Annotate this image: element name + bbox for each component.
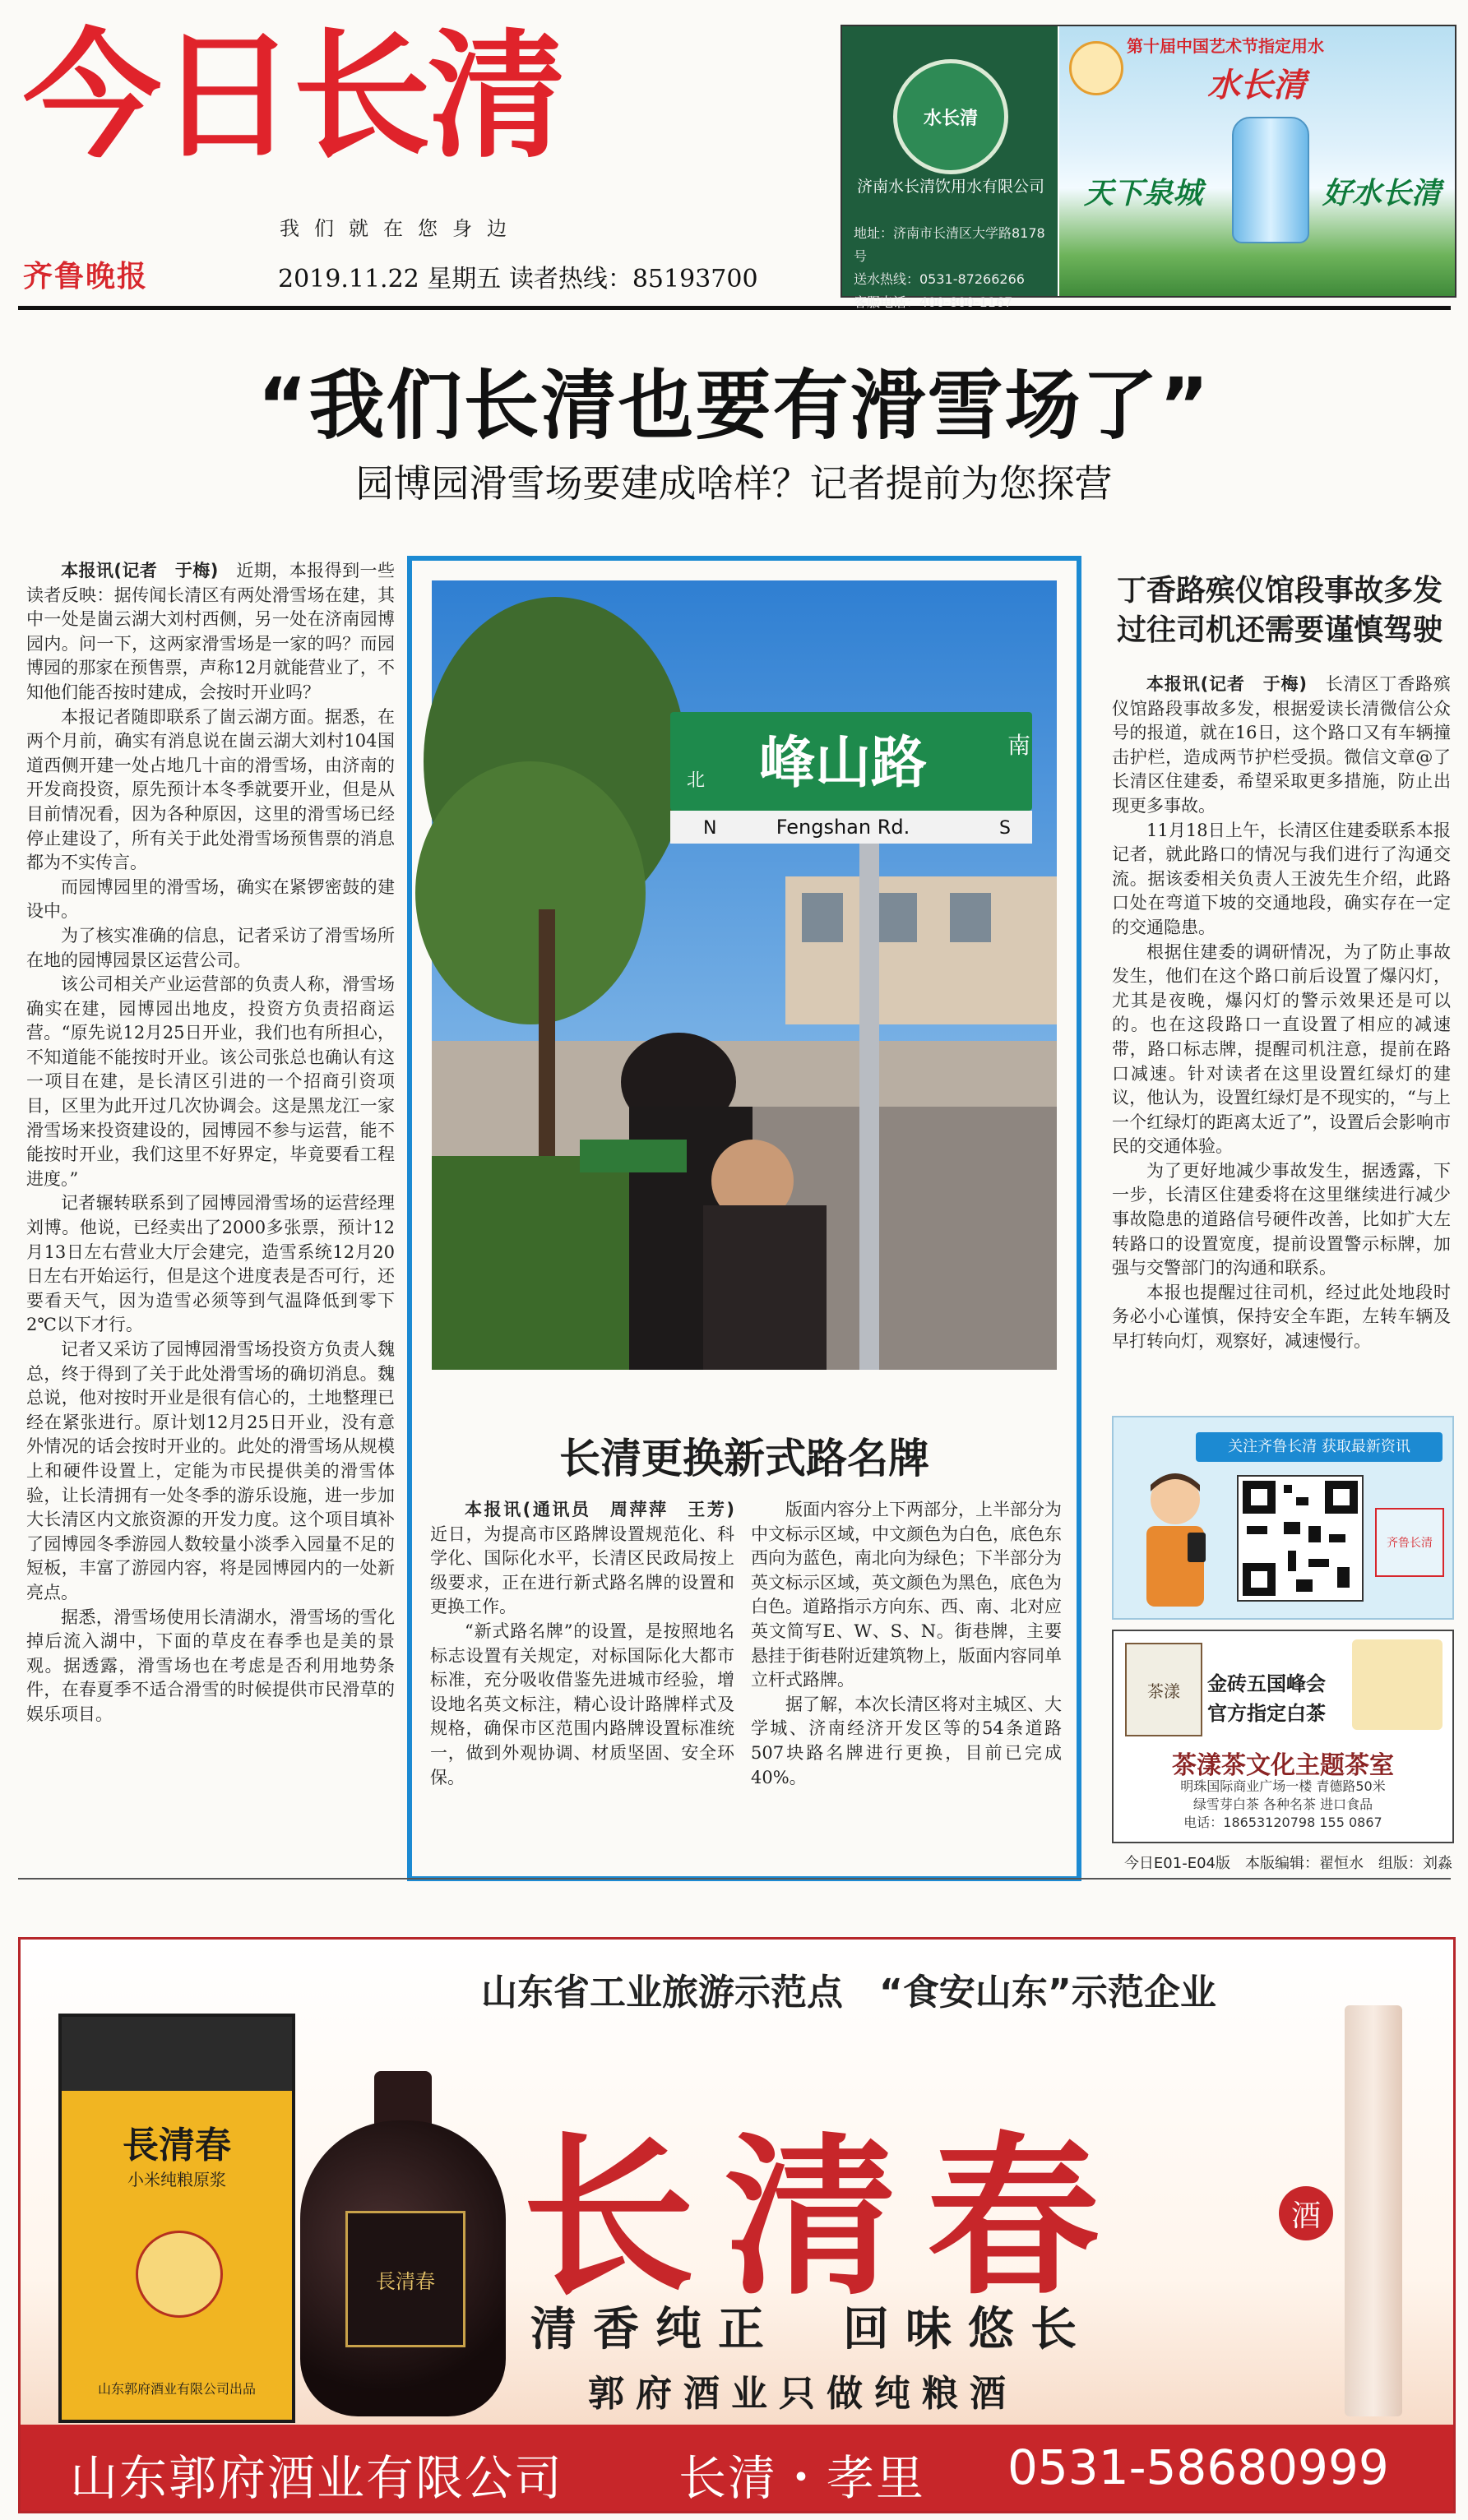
tea-logo: 茶漾 — [1125, 1643, 1202, 1736]
tea-title-line2: 官方指定白茶 — [1207, 1702, 1326, 1725]
qr-secondary-logo: 齐鲁长清 — [1375, 1508, 1444, 1577]
sign-dir-s: S — [999, 818, 1011, 839]
water-service-phone: 客服电话：400-800-1167 — [854, 294, 1013, 310]
right-article-title-line1: 丁香路殡仪馆段事故多发 — [1117, 574, 1443, 608]
road-sign-photo — [432, 580, 1057, 1370]
article-paragraph: 11月18日上午，长清区住建委联系本报记者，就此路口的情况与我们进行了沟通交流。据该委相关负责人王波先生介绍，此路口处在弯道下坡的交通地段，确实存在一定的交通隐患。 — [1112, 820, 1451, 937]
qr-banner: 关注齐鲁长清 获取最新资讯 — [1196, 1432, 1443, 1462]
article-lead: 本报讯(通讯员 周萍萍 王芳) — [465, 1500, 734, 1519]
water-hotline: 送水热线：0531-87266266 — [854, 271, 1025, 287]
liquor-location: 长清・孝里 — [678, 2450, 926, 2506]
liquor-advertisement — [18, 1937, 1456, 2513]
bottle-label: 長清春 — [345, 2211, 465, 2347]
sign-dir-n: N — [703, 818, 717, 839]
festival-badge-icon — [1069, 41, 1123, 95]
water-bottle-icon — [1232, 117, 1309, 243]
sign-name-en: Fengshan Rd. — [776, 816, 910, 839]
tea-cups-icon — [1352, 1639, 1443, 1730]
tea-info — [1114, 1778, 1452, 1832]
right-article-title-line2: 过往司机还需要谨慎驾驶 — [1117, 613, 1443, 647]
liquor-slogan: 山东省工业旅游示范点 “食安山东”示范企业 — [481, 1972, 1216, 2014]
article-paragraph: 本报讯(记者 于梅) 近期，本报得到一些读者反映：据传闻长清区有两处滑雪场在建，其中一处是崮云湖大刘村西侧，另一处在济南园博园内。问一下，这两家滑雪场是一家的吗？而园博园的那家在预售票，声称12月就能营业了，不知他们能否按时建成，会按时开业吗？ — [26, 561, 396, 702]
liquor-company: 山东郭府酒业有限公司 — [70, 2450, 564, 2506]
ski-article — [26, 559, 395, 1866]
liquor-brand: 长清春 — [522, 2115, 1130, 2319]
main-headline: “我们长清也要有滑雪场了” — [257, 362, 1211, 450]
road-sign-feature — [407, 556, 1081, 1881]
road-sign-article-col1 — [430, 1498, 734, 1860]
article-paragraph: 为了更好地减少事故发生，据透露，下一步，长清区住建委将在这里继续进行减少事故隐患的道路信号硬件改善，比如扩大左转路口的设置宽度，提前设置警示标牌，加强与交警部门的沟通和联系。 — [1112, 1160, 1451, 1278]
water-ad-left-panel — [842, 26, 1058, 310]
gift-box-brand: 長清春 — [123, 2125, 231, 2166]
article-paragraph: 该公司相关产业运营部的负责人称，滑雪场确实在建，园博园出地皮，投资方负责招商运营。“原先说12月25日开业，我们也有所担心，不知道能不能按时开业。该公司张总也确认有这一项目在建，是长清区引进的一个招商引资项目，区里为此开过几次协调会。这是黑龙江一家滑雪场来投资建设的，园博园不参与运营，能不能按时开业，我们这里不好界定，毕竟要看工程进度。” — [26, 974, 395, 1189]
water-contact-block — [854, 222, 1051, 314]
article-paragraph: 据了解，本次长清区将对主城区、大学城、济南经济开发区等的54条道路507块路名牌进行更换，目前已完成40%。 — [751, 1694, 1062, 1787]
water-slogan-right: 好水长清 — [1322, 176, 1442, 210]
gift-box-seal-icon — [136, 2231, 223, 2318]
article-paragraph: 本报讯(通讯员 周萍萍 王芳) 近日，为提高市区路牌设置规范化、科学化、国际化水平，长清区民政局按上级要求，正在进行新式路名牌的设置和更换工作。 — [430, 1500, 734, 1617]
article-lead: 本报讯(记者 于梅) — [1146, 674, 1308, 694]
liquor-contact-bar — [21, 2425, 1453, 2511]
article-paragraph: 记者又采访了园博园滑雪场投资方负责人魏总，终于得到了关于此处滑雪场的确切消息。魏总说，他对按时开业是很有信心的，土地整理已经在紧张进行。原计划12月25日开业，没有意外情况的话会按时开业的。此处的滑雪场从规模上和硬件设置上，定能为市民提供美的滑雪体验，让长清拥有一处冬季的游乐设施，进一步加大长清区内文旅资源的开发力度。这个项目填补了园博园冬季游园人数较量小淡季入园量不足的短板，丰富了游园内容，将是园博园内的一处新亮点。 — [26, 1339, 395, 1602]
article-paragraph: 本报记者随即联系了崮云湖方面。据悉，在两个月前，确实有消息说在崮云湖大刘村104国道西侧开建一处占地几十亩的滑雪场，由济南的开发商投资，原先预计本冬季就要开业，但是从目前情况看，因为各种原因，这里的滑雪场已经停止建设了，所有关于此处滑雪场预售票的消息都为不实传言。 — [26, 706, 395, 873]
water-brand: 水长清 — [1207, 66, 1306, 104]
liquor-gift-box — [58, 2014, 295, 2423]
main-subheadline: 园博园滑雪场要建成啥样？记者提前为您探营 — [355, 461, 1113, 506]
article-paragraph: 记者辗转联系到了园博园滑雪场的运营经理刘博。他说，已经卖出了2000多张票，预计12月13日左右营业大厅会建完，造雪系统12月20日左右开始运行，但是这个进度表是否可行，还要看天气，因为造雪必须等到气温降低到零下2℃以下才行。 — [26, 1193, 395, 1335]
tea-title-line1: 金砖五国峰会 — [1207, 1672, 1326, 1695]
qr-code-ad — [1112, 1416, 1454, 1620]
article-paragraph: 据悉，滑雪场使用长清湖水，滑雪场的雪化掉后流入湖中，下面的草皮在春季也是美的景观。据透露，滑雪场也在考虑是否利用地势条件，在春夏季不适合滑雪的时候提供市民滑草的娱乐项目。 — [26, 1607, 395, 1724]
water-slogan-left: 天下泉城 — [1084, 176, 1203, 210]
article-paragraph: 版面内容分上下两部分，上半部分为中文标示区域，中文颜色为白色，底色东西向为蓝色，南北向为绿色；下半部分为英文标示区域，英文颜色为黑色，底色为白色。道路指示方向东、西、南、北对应英文简写E、W、S、N。街巷牌，主要悬挂于街巷附近建筑物上，版面内容同单立杆式路牌。 — [751, 1500, 1062, 1690]
masthead-slogan: 我们就在您身边 — [280, 217, 521, 240]
article-paragraph: 而园博园里的滑雪场，确实在紧锣密鼓的建设中。 — [26, 876, 395, 922]
liquor-phone: 0531-58680999 — [1007, 2439, 1389, 2495]
sign-road-name: 峰山路 — [758, 731, 928, 796]
water-festival-line: 第十届中国艺术节指定用水 — [1127, 36, 1324, 56]
footer-divider — [18, 1878, 1451, 1880]
tea-phone: 电话：18653120798 155 0867 — [1183, 1815, 1382, 1830]
liquor-jiu-seal: 酒 — [1279, 2186, 1333, 2240]
water-ad-right-panel — [1059, 26, 1455, 296]
masthead-title: 今日长清 — [23, 16, 563, 177]
masthead-date-line: 2019.11.22 星期五 读者热线：85193700 — [278, 265, 758, 294]
traffic-article — [1112, 673, 1451, 1404]
tea-products: 绿雪芽白茶 各种名茶 进口食品 — [1192, 1796, 1373, 1812]
masthead-brand: 齐鲁晚报 — [23, 259, 149, 294]
article-paragraph: 为了核实准确的信息，记者采访了滑雪场所在地的园博园景区运营公司。 — [26, 925, 395, 970]
liquor-tagline: 清香纯正 回味悠长 — [530, 2303, 1093, 2356]
water-logo: 水长清 — [893, 59, 1008, 174]
masthead-divider — [18, 306, 1451, 310]
article-lead: 本报讯(记者 于梅) — [61, 561, 219, 580]
page-footer-credits: 今日E01-E04版 本版编辑：翟恒水 组版：刘淼 — [1123, 1855, 1452, 1872]
qr-code-icon[interactable] — [1237, 1475, 1364, 1602]
water-address: 地址：济南市长清区大学路8178号 — [854, 225, 1045, 264]
article-paragraph: 本报也提醒过往司机，经过此处地段时务必小心谨慎，保持安全车距，左转车辆及早打转向灯，观察好，减速慢行。 — [1112, 1282, 1451, 1352]
tea-address: 明珠国际商业广场一楼 青德路50米 — [1180, 1778, 1386, 1794]
article-paragraph: 本报讯(记者 于梅) 长清区丁香路殡仪馆路段事故多发，根据爱读长清微信公众号的报道，就在16日，这个路口又有车辆撞击护栏，造成两节护栏受损。微信文章@了长清区住建委，希望采取更多措施，防止出现更多事故。 — [1112, 674, 1452, 816]
road-sign-photo-illustration — [432, 580, 1057, 1370]
road-sign-article-title: 长清更换新式路名牌 — [559, 1435, 929, 1482]
article-paragraph: “新式路名牌”的设置，是按照地名标志设置有关规定，对标国际化大都市标准，充分吸收借鉴先进城市经验，增设地名英文标注，精心设计路牌样式及规格，确保市区范围内路牌设置标准统一，做到外观协调、材质坚固、安全环保。 — [430, 1621, 734, 1787]
liquor-tagline-secondary: 郭府酒业只做纯粮酒 — [588, 2373, 1017, 2415]
article-paragraph: 根据住建委的调研情况，为了防止事故发生，他们在这个路口前后设置了爆闪灯，尤其是夜晚，爆闪灯的警示效果还是可以的。也在这段路口一直设置了相应的减速带，路口标志牌，提醒司机注意，提前在路口减速。针对读者在这里设置红绿灯的建议，他认为，设置红绿灯是不现实的，“与上一个红绿灯的距离太近了”，设置后会影响市民的交通体验。 — [1112, 941, 1451, 1157]
gift-box-company: 山东郭府酒业有限公司出品 — [97, 2381, 256, 2397]
pillar-icon — [1345, 2005, 1402, 2416]
tea-advertisement — [1112, 1630, 1454, 1843]
gift-box-lid — [62, 2017, 292, 2091]
water-company-name: 济南水长清饮用水有限公司 — [856, 178, 1044, 196]
sign-side-char: 北 — [687, 770, 706, 791]
sign-suffix: 南 — [1007, 732, 1031, 759]
tea-shop-name: 茶漾茶文化主题茶室 — [1172, 1751, 1394, 1780]
gift-box-subtitle: 小米纯粮原浆 — [127, 2170, 226, 2189]
road-sign-article-col2 — [751, 1498, 1062, 1860]
cartoon-person-icon — [1130, 1467, 1220, 1607]
water-advertisement — [841, 25, 1456, 310]
